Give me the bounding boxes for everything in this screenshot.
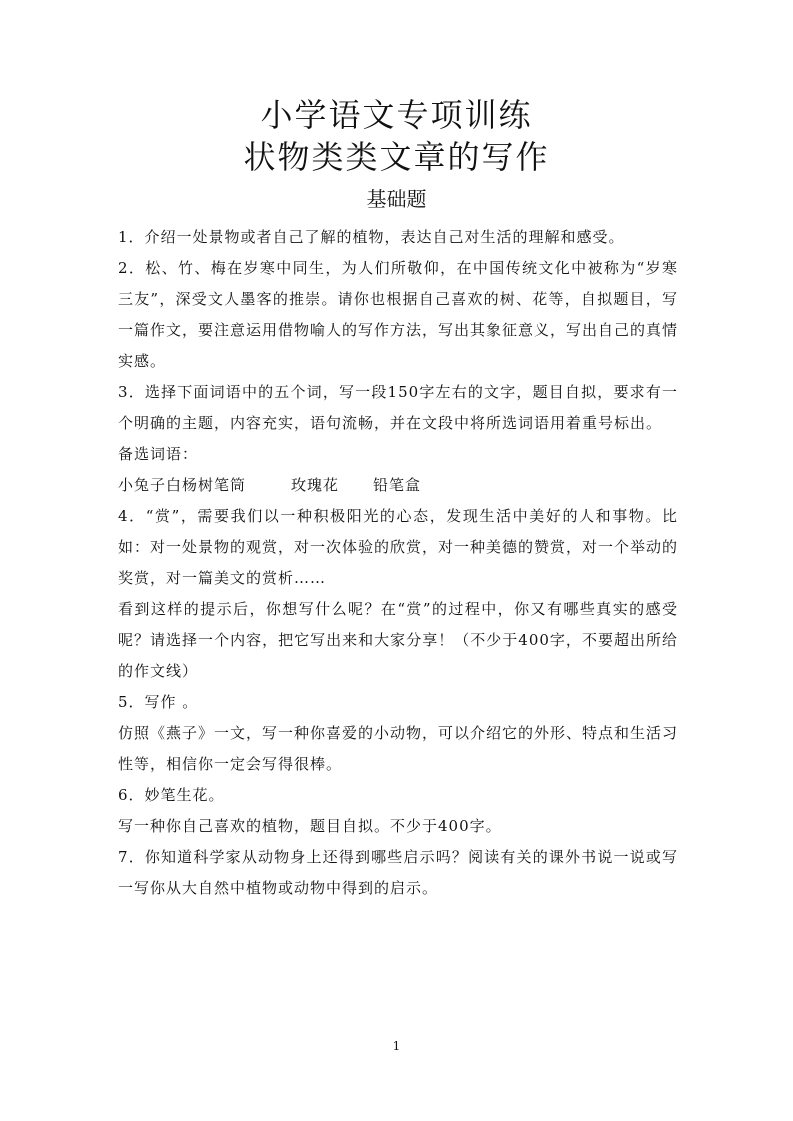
document-title-line1: 小学语文专项训练 [260,96,533,134]
word-option: 铅笔盒 [373,476,422,494]
question-6: 6．妙笔生花。 [118,786,225,804]
question-5-body: 仿照《燕子》一文，写一种你喜爱的小动物，可以介绍它的外形、特点和生活习性等，相信你一定会写得很棒。 [118,724,679,773]
word-option: 小兔子白杨树笔筒 [118,476,247,494]
word-option: 玫瑰花 [291,476,340,494]
question-4: 4．“赏”，需要我们以一种积极阳光的心态，发现生活中美好的人和事物。比如：对一处景物的观赏，对一次体验的欣赏，对一种美德的赞赏，对一个举动的奖赏，对一篇美文的赏析…… [118,507,679,587]
question-5: 5．写作 。 [118,693,199,711]
document-body [118,222,678,904]
question-3-word-list [118,470,678,501]
question-1: 1．介绍一处景物或者自己了解的植物，表达自己对生活的理解和感受。 [118,228,625,246]
document-title-line2: 状物类类文章的写作 [243,138,550,176]
section-heading: 基础题 [366,187,427,211]
question-2: 2．松、竹、梅在岁寒中同生，为人们所敬仰，在中国传统文化中被称为“岁寒三友”，深受文人墨客的推崇。请你也根据自己喜欢的树、花等，自拟题目，写一篇作文，要注意运用借物喻人的写作方法，写出其象征意义，写出自己的真情实感。 [118,259,679,370]
question-3: 3．选择下面词语中的五个词，写一段150字左右的文字，题目自拟，要求有一个明确的主题，内容充实，语句流畅，并在文段中将所选词语用着重号标出。 [118,383,678,432]
question-4-prompt: 看到这样的提示后，你想写什么呢？在“赏”的过程中，你又有哪些真实的感受呢？请选择一个内容，把它写出来和大家分享！（不少于400字，不要超出所给的作文线） [118,600,678,680]
question-6-body: 写一种你自己喜欢的植物，题目自拟。不少于400字。 [118,817,502,835]
page-number: 1 [392,1039,401,1053]
question-7: 7．你知道科学家从动物身上还得到哪些启示吗？阅读有关的课外书说一说或写一写你从大自然中植物或动物中得到的启示。 [118,848,678,897]
question-3-label: 备选词语： [118,445,199,463]
